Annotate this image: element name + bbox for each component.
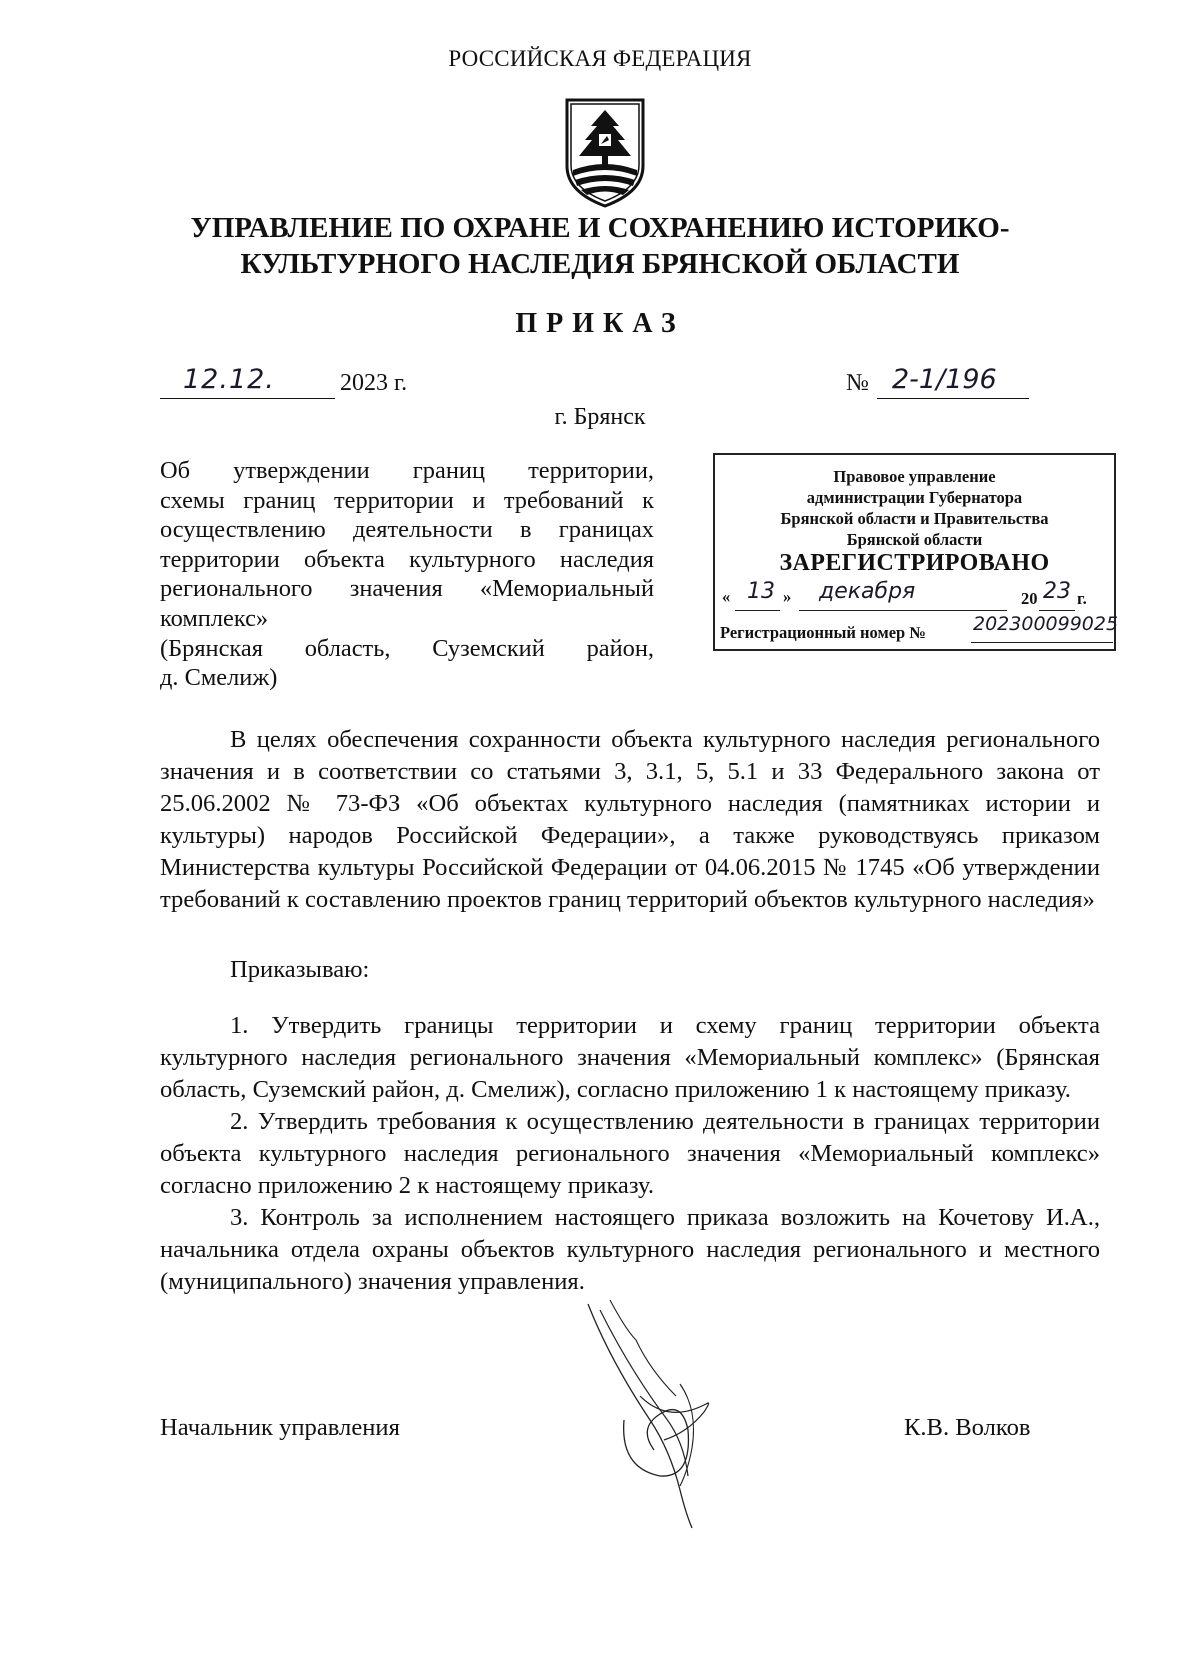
organization-title-line-1: УПРАВЛЕНИЕ ПО ОХРАНЕ И СОХРАНЕНИЮ ИСТОРИКО-: [190, 212, 1010, 244]
preamble: [160, 724, 1100, 916]
stamp-line: администрации Губернатора: [806, 488, 1023, 507]
handwritten-date: 12.12.: [183, 364, 275, 395]
document-year: 2023 г.: [340, 370, 408, 396]
stamp-quote-close: »: [783, 587, 792, 606]
organization-title-line-2: КУЛЬТУРНОГО НАСЛЕДИЯ БРЯНСКОЙ ОБЛАСТИ: [240, 248, 960, 280]
stamp-registered-status: ЗАРЕГИСТРИРОВАНО: [779, 550, 1050, 576]
stamp-handwritten-day: 13: [747, 579, 775, 604]
subject-line: (Брянская область, Суземский район,: [160, 634, 654, 662]
stamp-line: Брянской области: [846, 530, 983, 549]
stamp-handwritten-year: 23: [1043, 579, 1071, 604]
subject-block: [160, 456, 654, 693]
order-item-2: 2. Утвердить требования к осуществлению деятельности в границах территории объекта культурного наследия регионального значения «Мемориальный комплекс» согласно приложению 2 к настоящему приказу.: [160, 1108, 1100, 1199]
signatory-role: Начальник управления: [160, 1414, 400, 1441]
subject-line: д. Смелиж): [160, 664, 278, 692]
organization-title: [120, 210, 1080, 282]
stamp-year-suffix: г.: [1077, 589, 1087, 608]
signatory-name: К.В. Волков: [904, 1414, 1031, 1441]
subject-line: осуществлению деятельности в границах: [160, 516, 654, 544]
country-header: РОССИЙСКАЯ ФЕДЕРАЦИЯ: [448, 46, 752, 71]
stamp-handwritten-registration-number: 202300099025: [973, 613, 1119, 635]
stamp-line: Брянской области и Правительства: [780, 509, 1049, 528]
handwritten-document-number: 2-1/196: [892, 364, 997, 395]
registration-stamp: [713, 453, 1119, 651]
subject-line: схемы границ территории и требований к: [160, 486, 654, 514]
coat-of-arms-emblem: [561, 96, 649, 208]
city: г. Брянск: [554, 404, 646, 430]
stamp-registration-number-label: Регистрационный номер №: [720, 623, 926, 642]
order-items: [160, 1010, 1100, 1298]
subject-line: комплекс»: [160, 604, 269, 632]
stamp-year-prefix: 20: [1021, 589, 1038, 608]
stamp-quote-open: «: [722, 587, 731, 606]
number-label: №: [846, 370, 869, 396]
stamp-line: Правовое управление: [833, 467, 996, 486]
order-item-3: 3. Контроль за исполнением настоящего приказа возложить на Кочетову И.А., начальника отдела охраны объектов культурного наследия регионального и местного (муниципального) значения управления.: [160, 1204, 1100, 1295]
subject-line: регионального значения «Мемориальный: [160, 575, 654, 603]
handwritten-signature: [580, 1300, 740, 1530]
subject-line: Об утверждении границ территории,: [160, 457, 654, 484]
preamble-text: В целях обеспечения сохранности объекта культурного наследия регионального значения и в соответствии со статьями 3, 3.1, 5, 5.1 и 33 Федерального закона от 25.06.2002 № 73-ФЗ «Об объектах культурного наследия (памятниках истории и культуры) народов Российской Федерации», а также руководствуясь приказом Министерства культуры Российской Федерации от 04.06.2015 № 1745 «Об утверждении требований к составлению проектов границ территорий объектов культурного наследия»: [160, 726, 1100, 913]
order-item-1: 1. Утвердить границы территории и схему границ территории объекта культурного наследия регионального значения «Мемориальный комплекс» (Брянская область, Суземский район, д. Смелиж), согласно приложению 1 к настоящему приказу.: [160, 1012, 1100, 1103]
subject-line: территории объекта культурного наследия: [160, 545, 654, 573]
document-type-title: ПРИКАЗ: [515, 308, 685, 339]
order-word: Приказываю:: [230, 956, 370, 983]
stamp-handwritten-month: декабря: [819, 579, 916, 604]
